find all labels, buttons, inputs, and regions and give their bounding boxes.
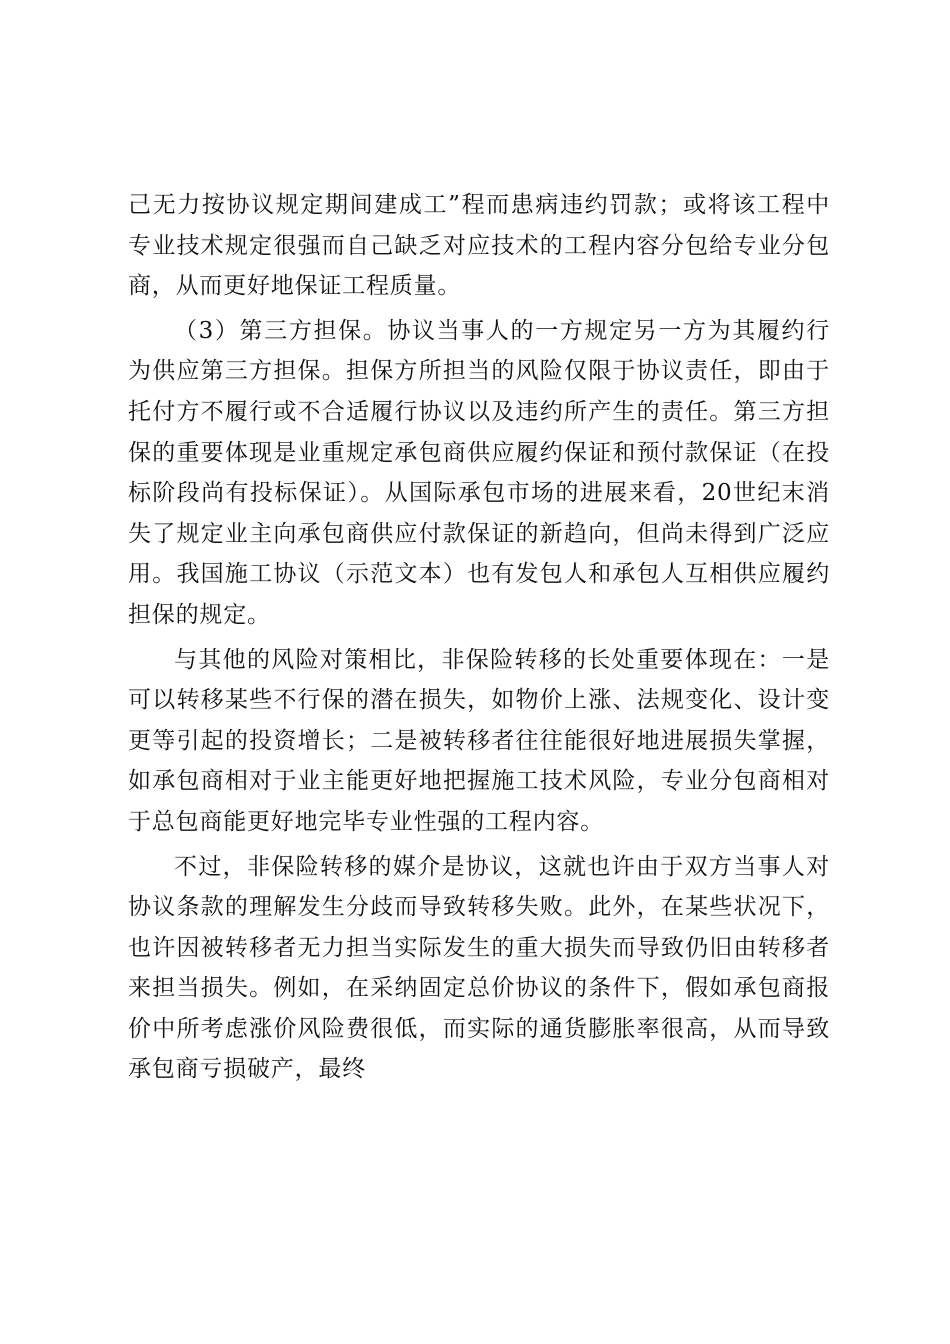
paragraph-limitations: 不过，非保险转移的媒介是协议，这就也许由于双方当事人对协议条款的理解发生分歧而导致转移失败。此外，在某些状况下，也许因被转移者无力担当实际发生的重大损失而导致仍旧由转移者来担当损失。例如，在采纳固定总价协议的条件下，假如承包商报价中所考虑涨价风险费很低，而实际的通货膨胀率很高，从而导致承包商亏损破产，最终 — [128, 853, 830, 1083]
paragraph-third-party-guarantee: （3）第三方担保。协议当事人的一方规定另一方为其履约行为供应第三方担保。担保方所担当的风险仅限于协议责任，即由于托付方不履行或不合适履行协议以及违约所产生的责任。第三方担保的重要体现是业重规定承包商供应履约保证和预付款保证（在投标阶段尚有投标保证）。从国际承包市场的进展来看，20世纪末消失了规定业主向承包商供应付款保证的新趋向，但尚未得到广泛应用。我国施工协议（示范文本）也有发包人和承包人互相供应履约担保的规定。 — [128, 317, 830, 628]
paragraph-advantages: 与其他的风险对策相比，非保险转移的长处重要体现在：一是可以转移某些不行保的潜在损失，如物价上涨、法规变化、设计变更等引起的投资增长；二是被转移者往往能很好地进展损失掌握，如承包商相对于业主能更好地把握施工技术风险，专业分包商相对于总包商能更好地完毕专业性强的工程内容。 — [128, 646, 830, 835]
document-page — [128, 185, 830, 1090]
paragraph-continuation: 己无力按协议规定期间建成工”程而患病违约罚款；或将该工程中专业技术规定很强而自己缺乏对应技术的工程内容分包给专业分包商，从而更好地保证工程质量。 — [128, 192, 830, 300]
